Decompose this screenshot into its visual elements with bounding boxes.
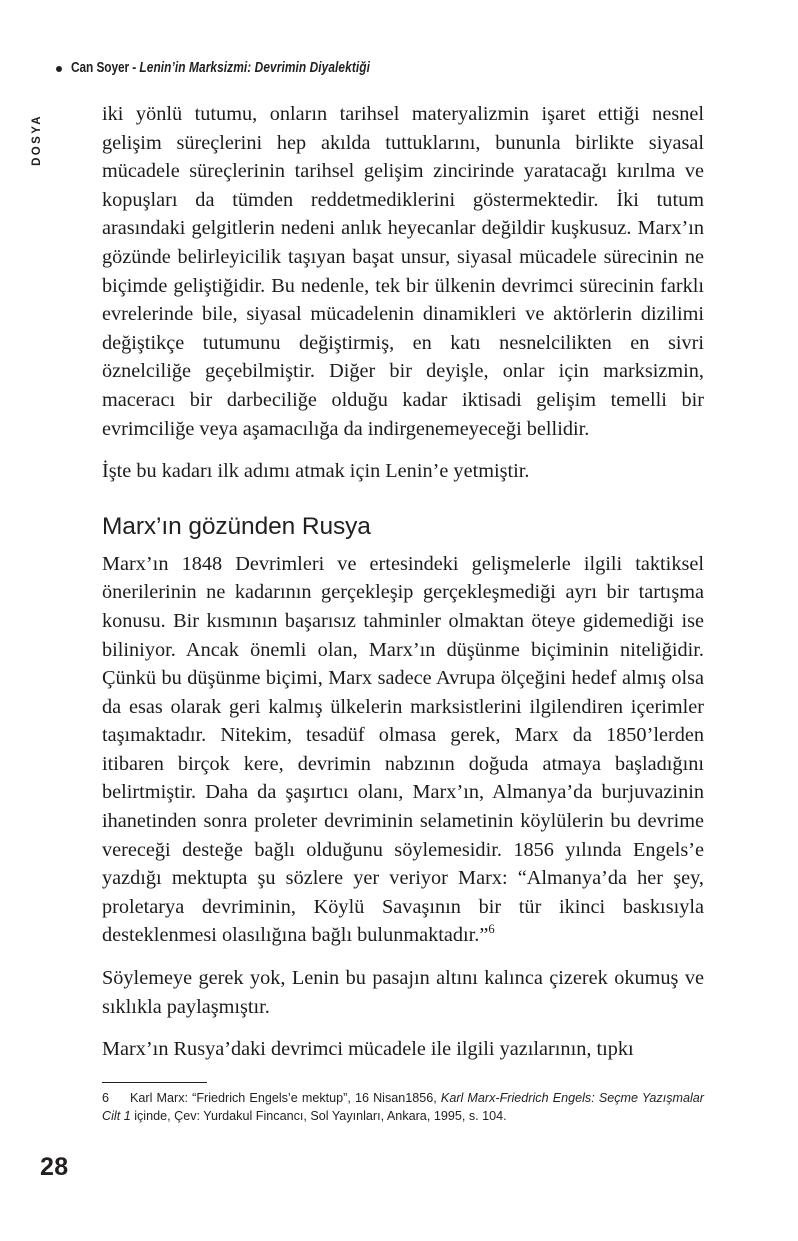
body-paragraph: Söylemeye gerek yok, Lenin bu pasajın altını kalınca çizerek okumuş ve sıklıkla paylaşmıştır. bbox=[102, 967, 704, 1018]
footnote-rule bbox=[102, 1082, 207, 1083]
bullet-icon bbox=[56, 66, 62, 72]
footnote-source-title: Karl Marx-Friedrich Engels: Seçme Yazışmalar Cilt 1 bbox=[102, 1091, 704, 1123]
footnote-text bbox=[102, 1090, 704, 1125]
running-header bbox=[56, 60, 436, 76]
footnote-part-two: içinde, Çev: Yurdakul Fincancı, Sol Yayınları, Ankara, 1995, s. 104. bbox=[130, 1108, 507, 1123]
side-section-label: DOSYA bbox=[31, 114, 43, 166]
page-number: 28 bbox=[40, 1153, 69, 1181]
body-paragraph: İşte bu kadarı ilk adımı atmak için Lenin’e yetmiştir. bbox=[102, 460, 530, 483]
footnote-part-one: Karl Marx: “Friedrich Engels’e mektup”, 16 Nisan1856, bbox=[130, 1091, 441, 1105]
body-paragraph bbox=[102, 550, 704, 950]
header-title: Lenin’in Marksizmi: Devrimin Diyalektiği bbox=[139, 60, 370, 76]
paragraph-text: Marx’ın 1848 Devrimleri ve ertesindeki gelişmelerle ilgili taktiksel önerilerinin ne kadarının gerçekleşip gerçekleşmediği ayrı bir tartışma konusu. Bir kısmının başarısız tahminler olmaktan öteye gidemediği ise biliniyor. Ancak önemli olan, Marx’ın düşünme biçiminin niteliğidir. Çünkü bu düşünme biçimi, Marx sadece Avrupa ölçeğini hedef almış olsa da esas olarak geri kalmış ülkelerin marksistlerini ilgilendiren içerimler taşımaktadır. Nitekim, tesadüf olmasa gerek, Marx da 1850’lerden itibaren birçok kere, devrimin nabzının doğuda atmaya başladığını belirtmiştir. Daha da şaşırtıcı olanı, Marx’ın, Almanya’da burjuvazinin ihanetinden sonra proleter devriminin selametinin köylülerin bu devrime vereceği desteğe bağlı olduğunu söylemesidir. 1856 yılında Engels’e yazdığı mektupta şu sözlere yer veriyor Marx: “Almanya’da her şey, proletarya devriminin, Köylü Savaşının bir tür ikinci baskısıyla desteklenmesi olasılığına bağlı bulunmaktadır.” bbox=[102, 552, 704, 947]
main-text-column bbox=[102, 100, 704, 1064]
footnote-block bbox=[102, 1082, 704, 1125]
footnote-number: 6 bbox=[102, 1091, 110, 1105]
header-author: Can Soyer bbox=[71, 60, 130, 76]
header-separator: - bbox=[129, 60, 140, 76]
footnote-reference[interactable]: 6 bbox=[488, 922, 495, 937]
side-section-marker bbox=[26, 100, 48, 180]
section-heading: Marx’ın gözünden Rusya bbox=[102, 512, 371, 540]
body-paragraph: iki yönlü tutumu, onların tarihsel materyalizmin işaret ettiği nesnel gelişim süreçlerini hep akılda tuttuklarını, bununla birlikte siyasal mücadele süreçlerinin tarihsel gelişim zincirinde yaratacağı kırılma ve kopuşları da tümden reddetmediklerini göstermektedir. İki tutum arasındaki gelgitlerin nedeni anlık heyecanlar değildir kuşkusuz. Marx’ın gözünde belirleyicilik taşıyan başat unsur, siyasal mücadele sürecinin ne biçimde geliştiğidir. Bu nedenle, tek bir ülkenin devrimci sürecinin farklı evrelerinde bile, siyasal mücadelenin dinamikleri ve aktörlerin dizilimi değiştikçe tutumunu değiştirmiş, en katı nesnelcilikten en sivri öznelciliğe geçebilmiştir. Diğer bir deyişle, onlar için marksizmin, maceracı bir darbeciliğe olduğu kadar iktisadi gelişim temelli bir evrimciliğe veya aşamacılığa da indirgenemeyeceği bellidir. bbox=[102, 103, 704, 440]
running-header-text bbox=[71, 60, 370, 76]
body-paragraph: Marx’ın Rusya’daki devrimci mücadele ile ilgili yazılarının, tıpkı bbox=[102, 1038, 634, 1061]
